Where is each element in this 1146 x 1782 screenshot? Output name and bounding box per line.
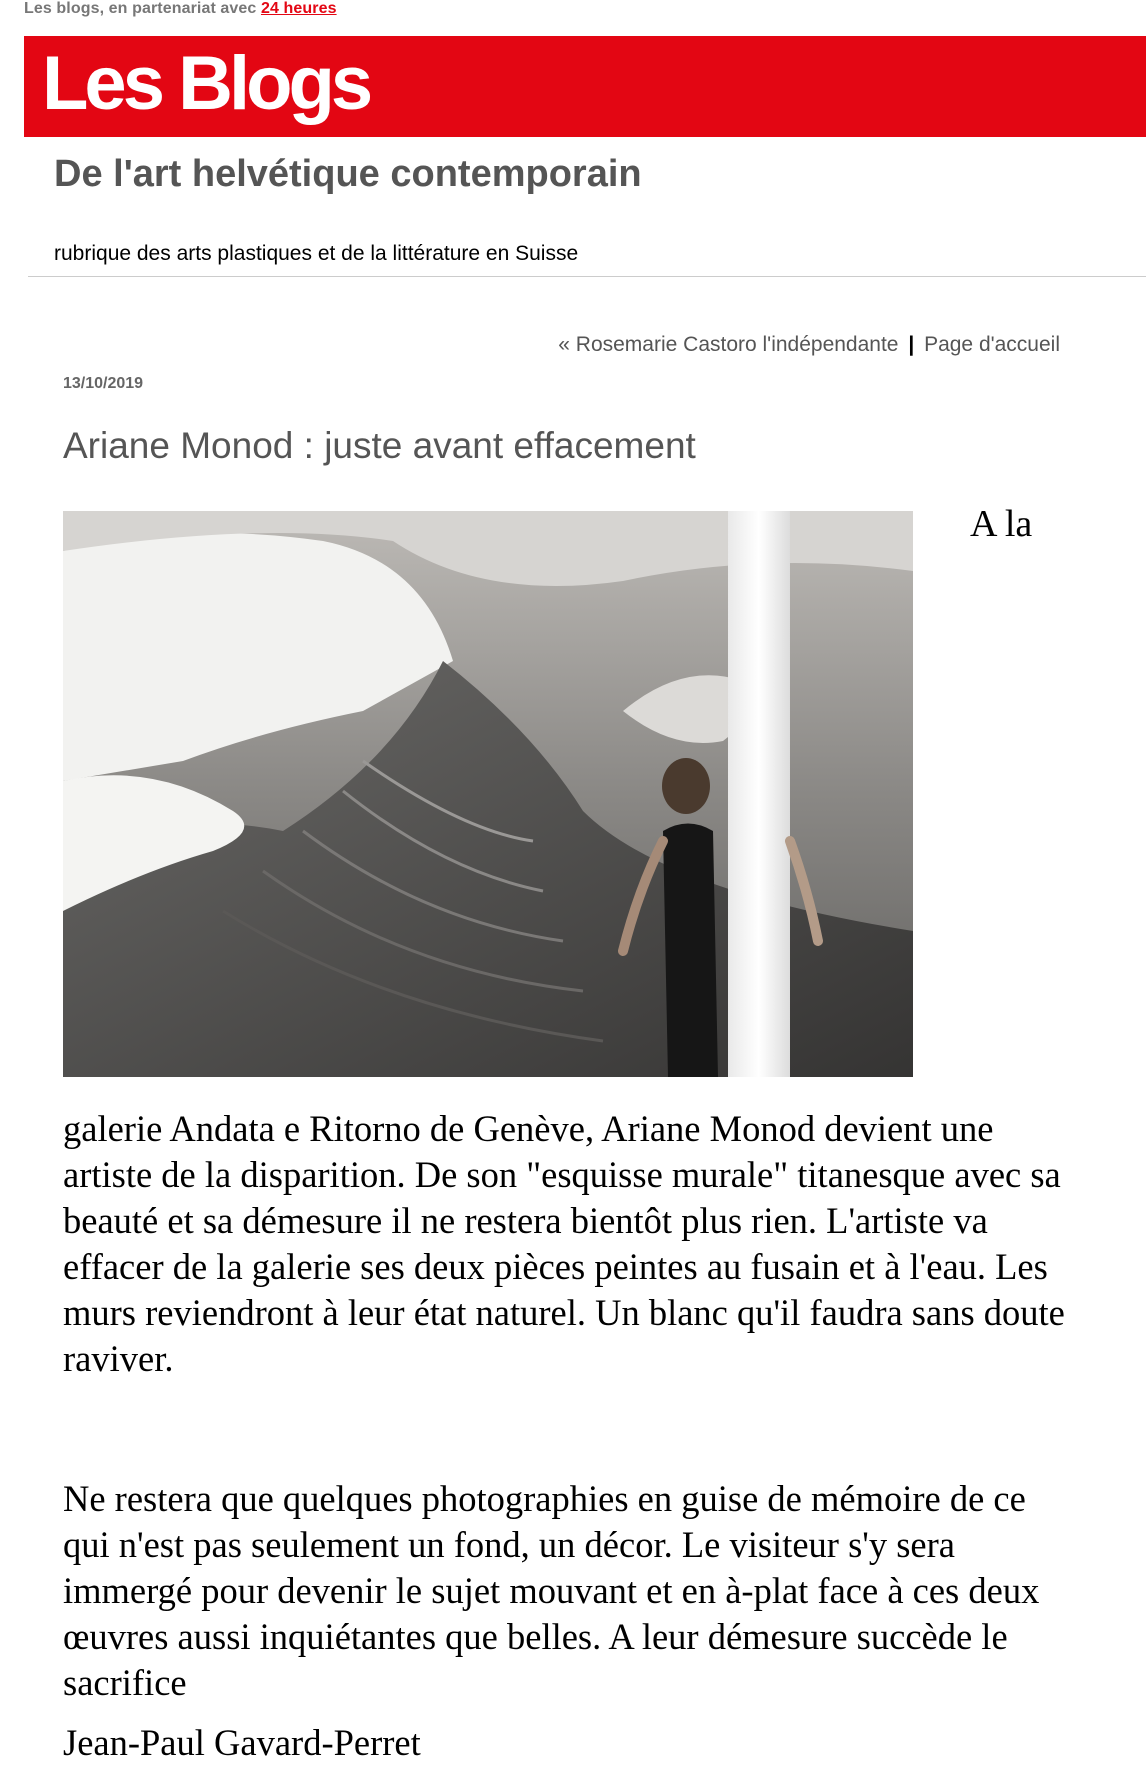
partner-link-24-heures[interactable]: 24 heures — [260, 0, 337, 17]
artwork-photo — [63, 511, 913, 1077]
partner-text: Les blogs, en partenariat avec — [24, 0, 257, 17]
post-signature: Jean-Paul Gavard-Perret — [63, 1722, 421, 1763]
header-divider — [28, 276, 1146, 277]
blog-subtitle: rubrique des arts plastiques et de la littérature en Suisse — [54, 242, 579, 265]
post-title[interactable]: Ariane Monod : juste avant effacement — [63, 425, 696, 466]
post-paragraph-1: galerie Andata e Ritorno de Genève, Ariane Monod devient une artiste de la disparition. De son "esquisse murale" titanesque avec sa beauté et sa démesure il ne restera bientôt plus rien. L'artiste va effacer de la galerie ses deux pièces peintes au fusain et à l'eau. Les murs reviendront à leur état naturel. Un blanc qu'il faudra sans doute raviver. — [63, 1108, 1065, 1379]
post-float-text: A la — [970, 503, 1033, 545]
home-page-link[interactable]: Page d'accueil — [924, 333, 1060, 356]
post-navigation — [558, 333, 1060, 357]
post-paragraph-2: Ne restera que quelques photographies en guise de mémoire de ce qui n'est pas seulement un fond, un décor. Le visiteur s'y sera immergé pour devenir le sujet mouvant et en à-plat face à ces deux œuvres aussi inquiétantes que belles. A leur démesure succède le sacrifice — [63, 1478, 1040, 1703]
header-banner — [24, 36, 1146, 137]
partner-line — [24, 0, 337, 18]
les-blogs-logo[interactable]: Les Blogs — [42, 41, 370, 126]
post-date: 13/10/2019 — [63, 375, 144, 392]
previous-post-link[interactable]: « Rosemarie Castoro l'indépendante — [558, 333, 899, 356]
blog-title[interactable]: De l'art helvétique contemporain — [54, 153, 642, 195]
nav-separator: | — [908, 333, 915, 356]
artwork-photo-drawing — [63, 511, 913, 1077]
